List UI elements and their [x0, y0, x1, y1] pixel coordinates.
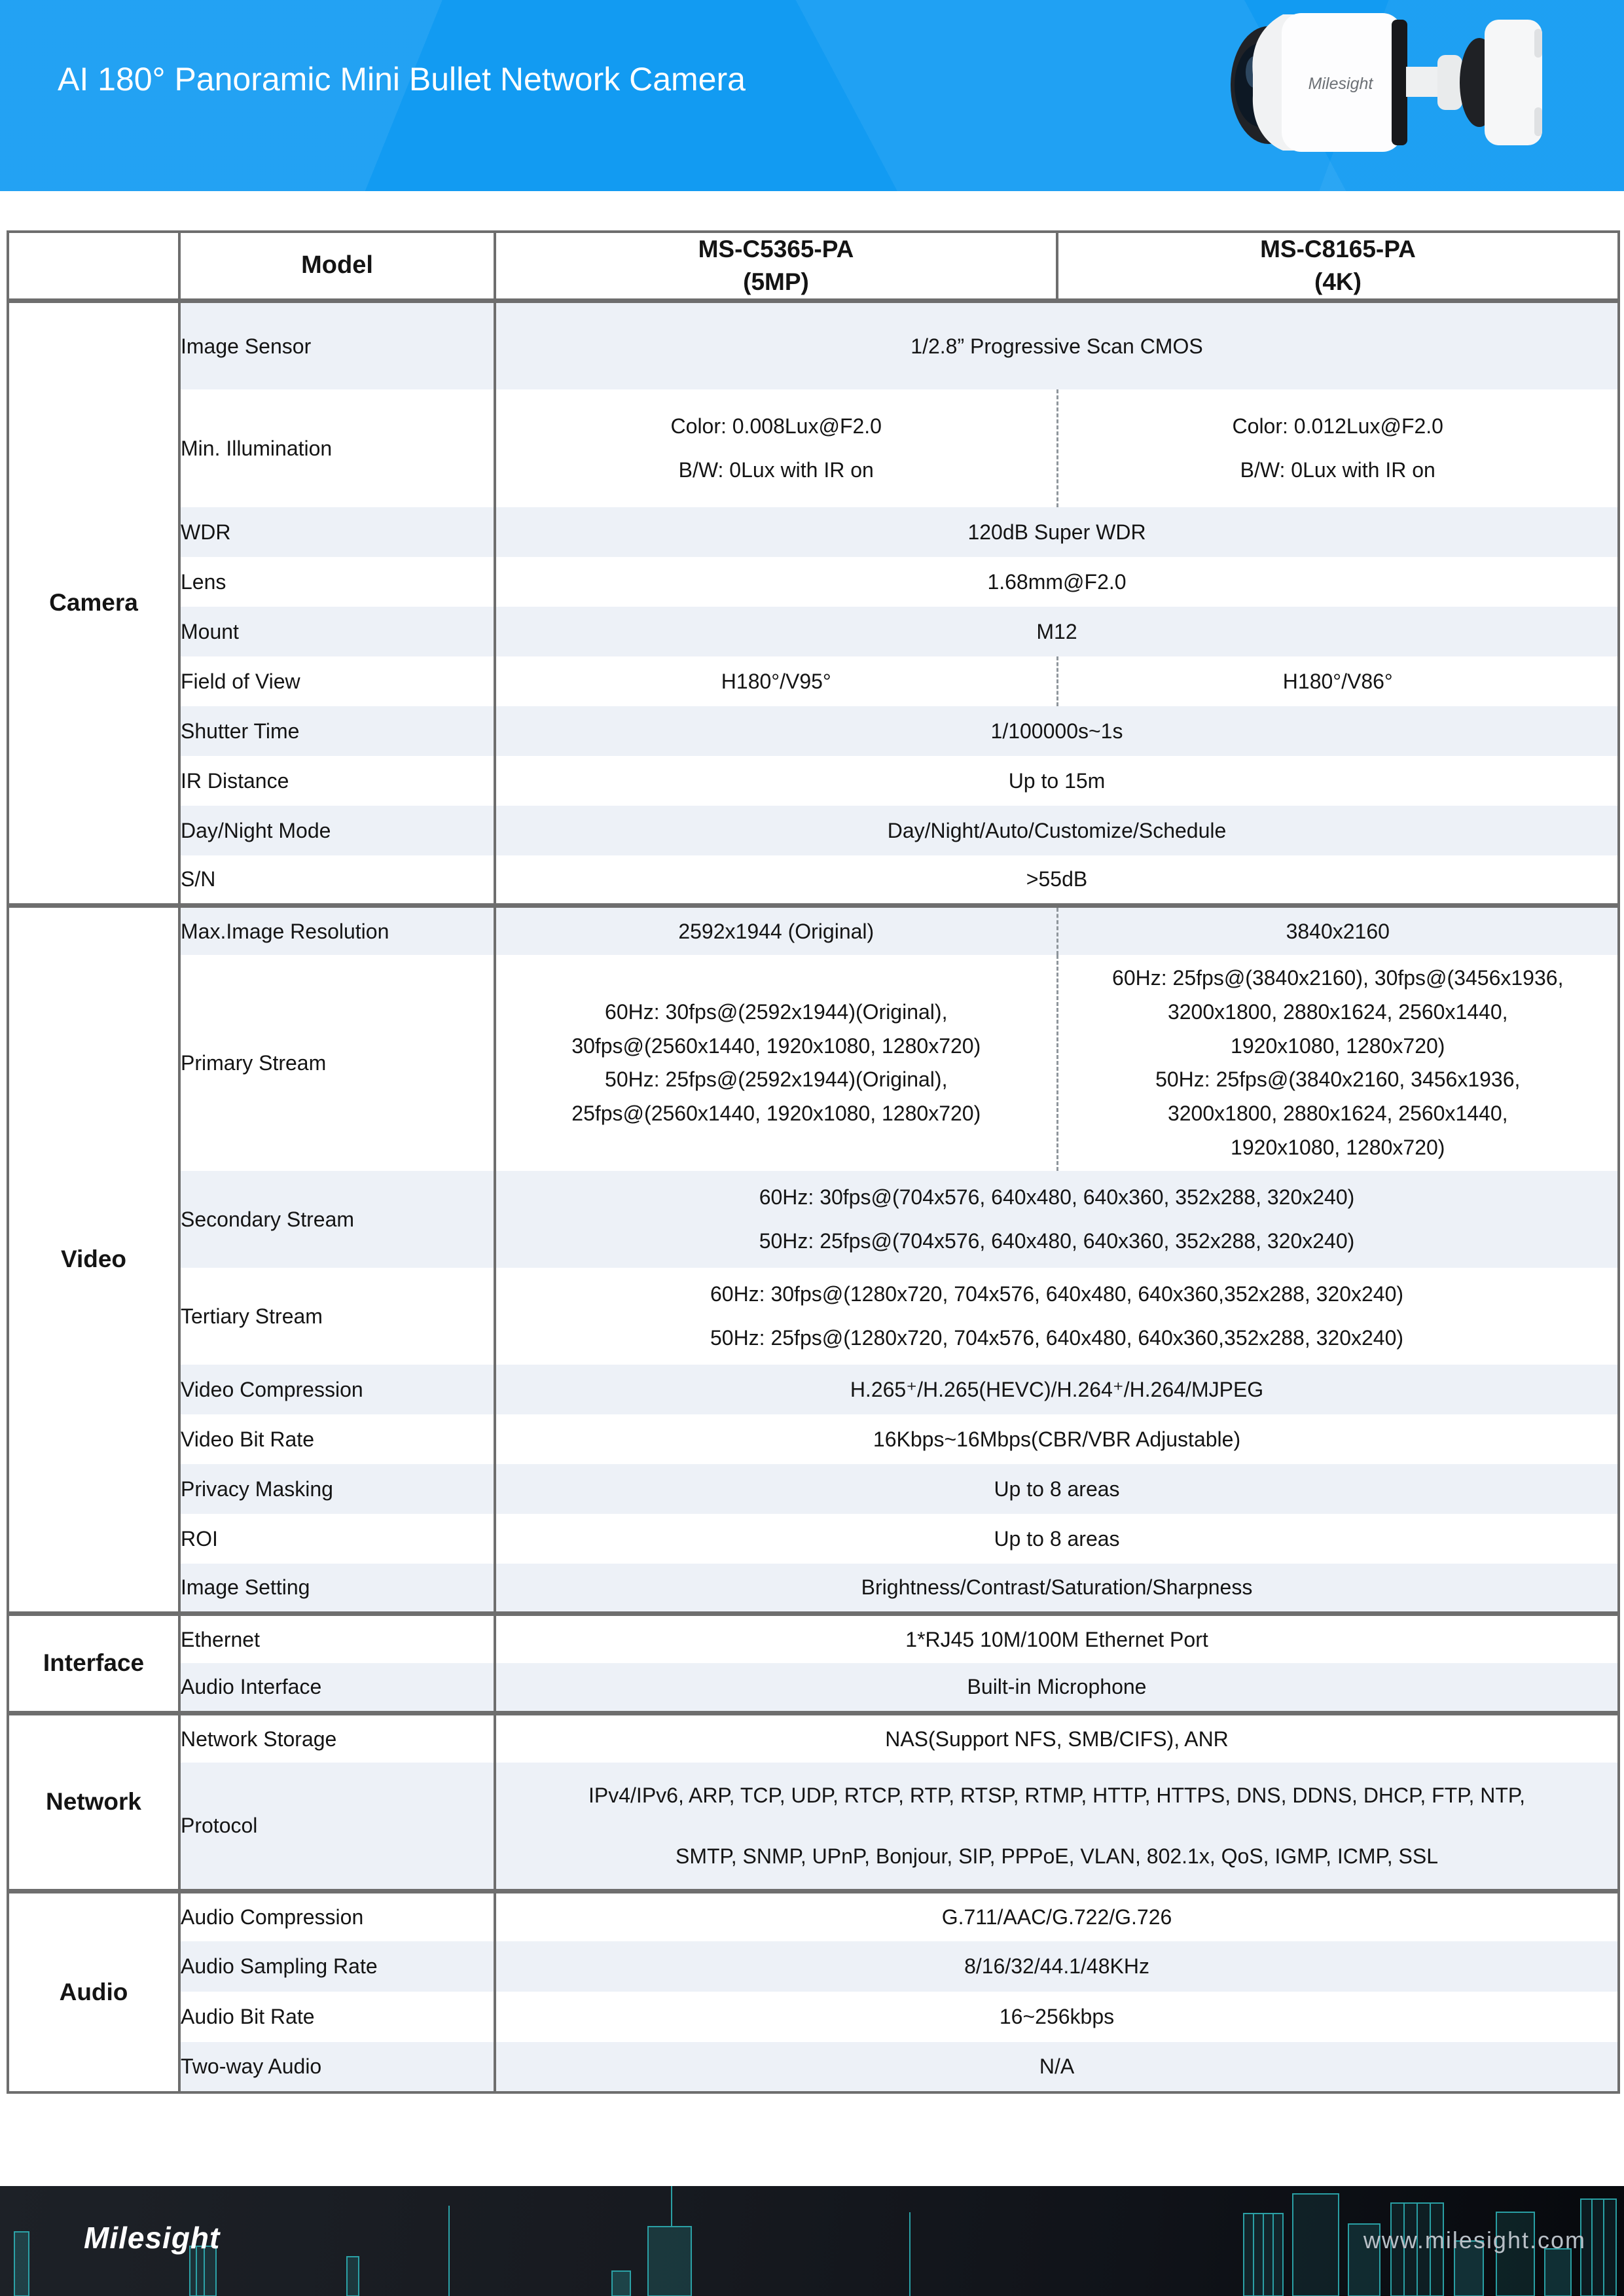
attr-value: 60Hz: 30fps@(1280x720, 704x576, 640x480, 640x360,352x288, 320x240) 50Hz: 25fps@(1280x720, 704x576, 640x480, 640x360,352x288, 320x240)	[495, 1268, 1619, 1365]
attr-label: Audio Sampling Rate	[179, 1941, 495, 1992]
row-privacy-masking	[8, 1464, 1619, 1514]
attr-label: Max.Image Resolution	[179, 905, 495, 955]
model-header	[8, 232, 1619, 300]
footer-website-link[interactable]: www.milesight.com	[1363, 2227, 1586, 2253]
attr-value: 8/16/32/44.1/48KHz	[495, 1941, 1619, 1992]
attr-value: NAS(Support NFS, SMB/CIFS), ANR	[495, 1713, 1619, 1763]
row-sn	[8, 855, 1619, 905]
attr-label: Tertiary Stream	[179, 1268, 495, 1365]
row-tertiary-stream	[8, 1268, 1619, 1365]
section-video	[8, 905, 1619, 1613]
model-name-text: MS-C5365-PA	[698, 236, 854, 262]
attr-value: Brightness/Contrast/Saturation/Sharpness	[495, 1564, 1619, 1613]
section-audio	[8, 1891, 1619, 2092]
row-wdr	[8, 507, 1619, 557]
model-name-text: MS-C8165-PA	[1260, 236, 1416, 262]
attr-label: Video Bit Rate	[179, 1414, 495, 1464]
attr-label: ROI	[179, 1514, 495, 1564]
model-row	[8, 232, 1619, 300]
attr-label: S/N	[179, 855, 495, 905]
row-audio-interface	[8, 1663, 1619, 1713]
attr-value: H.265⁺/H.265(HEVC)/H.264⁺/H.264/MJPEG	[495, 1365, 1619, 1414]
row-lens	[8, 557, 1619, 607]
spec-table	[7, 230, 1620, 2094]
section-camera	[8, 300, 1619, 905]
attr-value-4k: H180°/V86°	[1057, 656, 1619, 706]
attr-label: Ethernet	[179, 1613, 495, 1663]
camera-mount-plate	[1485, 20, 1542, 145]
row-audio-compression	[8, 1891, 1619, 1941]
attr-value: Up to 8 areas	[495, 1464, 1619, 1514]
row-shutter-time	[8, 706, 1619, 756]
row-ir-distance	[8, 756, 1619, 806]
row-two-way-audio	[8, 2042, 1619, 2092]
attr-label: Min. Illumination	[179, 389, 495, 507]
attr-value: 1.68mm@F2.0	[495, 557, 1619, 607]
camera-mount-arm	[1406, 67, 1443, 97]
row-day-night-mode	[8, 806, 1619, 855]
attr-value: 120dB Super WDR	[495, 507, 1619, 557]
row-audio-bit-rate	[8, 1992, 1619, 2042]
attr-label: Two-way Audio	[179, 2042, 495, 2092]
attr-label: WDR	[179, 507, 495, 557]
attr-value: 1/2.8” Progressive Scan CMOS	[495, 300, 1619, 389]
section-label-interface: Interface	[8, 1613, 179, 1713]
row-ethernet	[8, 1613, 1619, 1663]
section-label-audio: Audio	[8, 1891, 179, 2092]
attr-label: IR Distance	[179, 756, 495, 806]
attr-label: Shutter Time	[179, 706, 495, 756]
attr-value-4k: 60Hz: 25fps@(3840x2160), 30fps@(3456x1936, 3200x1800, 2880x1624, 2560x1440, 1920x1080, 1280x720) 50Hz: 25fps@(3840x2160, 3456x1936, 3200x1800, 2880x1624, 2560x1440, 1920x1080, 1280x720)	[1057, 955, 1619, 1171]
corner-cell	[8, 232, 179, 300]
attr-value: Built-in Microphone	[495, 1663, 1619, 1713]
attr-label: Protocol	[179, 1763, 495, 1891]
camera-plate-notch	[1534, 107, 1542, 136]
row-mount	[8, 607, 1619, 656]
row-primary-stream	[8, 955, 1619, 1171]
attr-label: Image Setting	[179, 1564, 495, 1613]
row-video-compression	[8, 1365, 1619, 1414]
page-footer	[0, 2186, 1624, 2296]
row-image-sensor	[8, 300, 1619, 389]
attr-value: G.711/AAC/G.722/G.726	[495, 1891, 1619, 1941]
section-label-video: Video	[8, 905, 179, 1613]
attr-label: Audio Interface	[179, 1663, 495, 1713]
attr-value-5mp: 2592x1944 (Original)	[495, 905, 1057, 955]
attr-value: 60Hz: 30fps@(704x576, 640x480, 640x360, 352x288, 320x240) 50Hz: 25fps@(704x576, 640x480, 640x360, 352x288, 320x240)	[495, 1171, 1619, 1268]
row-min-illumination	[8, 389, 1619, 507]
attr-label: Day/Night Mode	[179, 806, 495, 855]
page-title: AI 180° Panoramic Mini Bullet Network Camera	[58, 61, 746, 98]
attr-value-4k: Color: 0.012Lux@F2.0 B/W: 0Lux with IR on	[1057, 389, 1619, 507]
row-protocol	[8, 1763, 1619, 1891]
attr-label: Lens	[179, 557, 495, 607]
model-name-5mp	[495, 232, 1057, 300]
page-header-banner	[0, 0, 1624, 191]
attr-value: Up to 15m	[495, 756, 1619, 806]
attr-label: Audio Bit Rate	[179, 1992, 495, 2042]
product-image	[1204, 4, 1558, 161]
attr-value-4k: 3840x2160	[1057, 905, 1619, 955]
attr-value: 1/100000s~1s	[495, 706, 1619, 756]
attr-label: Image Sensor	[179, 300, 495, 389]
attr-value: M12	[495, 607, 1619, 656]
attr-value: Up to 8 areas	[495, 1514, 1619, 1564]
attr-label: Video Compression	[179, 1365, 495, 1414]
attr-label: Field of View	[179, 656, 495, 706]
row-max-image-resolution	[8, 905, 1619, 955]
row-video-bit-rate	[8, 1414, 1619, 1464]
attr-label: Secondary Stream	[179, 1171, 495, 1268]
attr-value: 16Kbps~16Mbps(CBR/VBR Adjustable)	[495, 1414, 1619, 1464]
row-network-storage	[8, 1713, 1619, 1763]
attr-value: IPv4/IPv6, ARP, TCP, UDP, RTCP, RTP, RTSP, RTMP, HTTP, HTTPS, DNS, DDNS, DHCP, FTP, NTP, SMTP, SNMP, UPnP, Bonjour, SIP, PPPoE, VLAN, 802.1x, QoS, IGMP, ICMP, SSL	[495, 1763, 1619, 1891]
attr-value: N/A	[495, 2042, 1619, 2092]
attr-value: 1*RJ45 10M/100M Ethernet Port	[495, 1613, 1619, 1663]
section-interface	[8, 1613, 1619, 1713]
attr-value-5mp: 60Hz: 30fps@(2592x1944)(Original), 30fps@(2560x1440, 1920x1080, 1280x720) 50Hz: 25fps@(2592x1944)(Original), 25fps@(2560x1440, 1920x1080, 1280x720)	[495, 955, 1057, 1171]
attr-label: Privacy Masking	[179, 1464, 495, 1514]
section-network	[8, 1713, 1619, 1891]
camera-plate-notch	[1534, 29, 1542, 58]
attr-label: Mount	[179, 607, 495, 656]
attr-value-5mp: H180°/V95°	[495, 656, 1057, 706]
model-variant-text: (5MP)	[743, 268, 809, 295]
model-header-label: Model	[179, 232, 495, 300]
footer-logo: Milesight	[84, 2221, 221, 2255]
row-audio-sampling-rate	[8, 1941, 1619, 1992]
camera-mount-joint	[1437, 55, 1462, 110]
camera-back-band	[1392, 20, 1407, 145]
attr-value-5mp: Color: 0.008Lux@F2.0 B/W: 0Lux with IR on	[495, 389, 1057, 507]
section-label-network: Network	[8, 1713, 179, 1891]
row-secondary-stream	[8, 1171, 1619, 1268]
camera-brand-label: Milesight	[1308, 75, 1373, 93]
model-name-4k	[1057, 232, 1619, 300]
row-roi	[8, 1514, 1619, 1564]
section-label-camera: Camera	[8, 300, 179, 905]
model-variant-text: (4K)	[1314, 268, 1362, 295]
attr-label: Primary Stream	[179, 955, 495, 1171]
attr-label: Network Storage	[179, 1713, 495, 1763]
attr-value: >55dB	[495, 855, 1619, 905]
attr-label: Audio Compression	[179, 1891, 495, 1941]
attr-value: Day/Night/Auto/Customize/Schedule	[495, 806, 1619, 855]
attr-value: 16~256kbps	[495, 1992, 1619, 2042]
row-image-setting	[8, 1564, 1619, 1613]
row-field-of-view	[8, 656, 1619, 706]
